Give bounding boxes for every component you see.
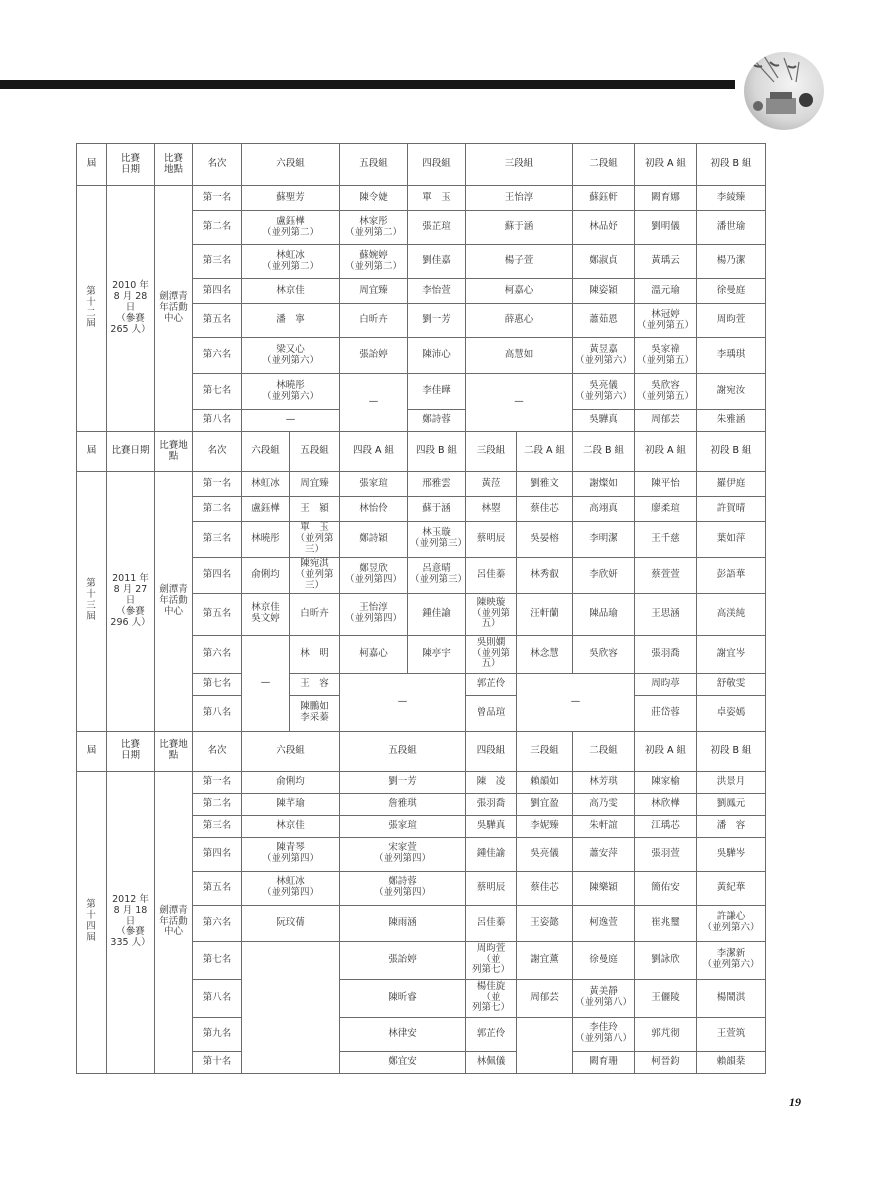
rank-cell: 第三名 [193, 245, 242, 279]
table-row [77, 771, 766, 793]
cell-1dan-a: 吳欣容 （並列第五） [635, 374, 697, 410]
header-cell: 名次 [193, 432, 242, 472]
cell-1dan-b: 高渼純 [697, 593, 766, 635]
rank-cell: 第一名 [193, 472, 242, 497]
cell-5dan: 張詒婷 [340, 338, 408, 374]
cell-1dan-a: 王思涵 [635, 593, 697, 635]
cell-6dan: 阮玟蒨 [242, 905, 340, 941]
cell-5dan: 王 潁 [290, 497, 340, 522]
results-table [76, 143, 766, 1074]
cell-1dan-b: 潘世瑜 [697, 211, 766, 245]
cell-1dan-a: 劉詠欣 [635, 941, 697, 979]
cell-4dan: 劉佳嘉 [408, 245, 466, 279]
cell-4dan-a: 鄭昱欣 （並列第四） [340, 557, 408, 593]
cell-3dan: 曾品瑄 [466, 695, 517, 731]
cell-4dan-b: 林玉璇 （並列第三） [408, 522, 466, 558]
cell-3dan: 林曌 [466, 497, 517, 522]
cell-1dan-b: 葉如萍 [697, 522, 766, 558]
rank-cell: 第二名 [193, 211, 242, 245]
cell-5dan: 王 容 [290, 673, 340, 695]
cell-4dan-b: 蘇于涵 [408, 497, 466, 522]
cell-6dan: 陳芊瑜 [242, 793, 340, 815]
table-row [77, 186, 766, 211]
table-row [77, 472, 766, 497]
cell-2dan: 柯逸萱 [573, 905, 635, 941]
cell-2dan: 蕭茹恩 [573, 304, 635, 338]
header-cell: 比賽 日期 [107, 144, 155, 186]
cell-1dan-b: 李綾臻 [697, 186, 766, 211]
header-cell: 四段 B 組 [408, 432, 466, 472]
header-cell: 名次 [193, 731, 242, 771]
cell-1dan-b: 朱雅涵 [697, 410, 766, 432]
rank-cell: 第三名 [193, 522, 242, 558]
cell-2dan: 蕭安萍 [573, 837, 635, 871]
cell-1dan-a: 崔兆璽 [635, 905, 697, 941]
cell-2dan: 林芳琪 [573, 771, 635, 793]
cell-2dan: 吳亮儀 （並列第六） [573, 374, 635, 410]
cell-1dan-b: 許賀晴 [697, 497, 766, 522]
cell-5dan: 鄭詩蓉 （並列第四） [340, 871, 466, 905]
header-cell: 三段組 [466, 432, 517, 472]
cell-4dan-a: 柯嘉心 [340, 635, 408, 673]
cell-6dan: 潘 寧 [242, 304, 340, 338]
header-cell: 二段組 [573, 144, 635, 186]
cell-1dan-b: 周昀萱 [697, 304, 766, 338]
rank-cell: 第四名 [193, 557, 242, 593]
cell-1dan-a: 張羽喬 [635, 635, 697, 673]
cell-6dan: 陳青琴 （並列第四） [242, 837, 340, 871]
cell-4dan-b: 鍾佳諭 [408, 593, 466, 635]
header-cell: 初段 B 組 [697, 432, 766, 472]
cell-2dan: 黃昱嘉 （並列第六） [573, 338, 635, 374]
header-cell: 三段組 [466, 144, 573, 186]
header-cell: 屆 [77, 731, 107, 771]
cell-6dan: 俞俐均 [242, 771, 340, 793]
cell-4dan-a: 王怡淳 （並列第四） [340, 593, 408, 635]
date-cell: 2010 年 8 月 28 日 （參賽 265 人） [107, 186, 155, 432]
cell-1dan-b: 謝宛汝 [697, 374, 766, 410]
cell-6dan: — [242, 635, 290, 731]
cell-1dan-a: 柯晉鈞 [635, 1051, 697, 1073]
cell-1dan-b: 潘 容 [697, 815, 766, 837]
header-cell: 初段 A 組 [635, 731, 697, 771]
cell-5dan: 張詒婷 [340, 941, 466, 979]
cell-3dan: 吳則嫻 （並列第五） [466, 635, 517, 673]
edition-cell: 第 十 四 屆 [77, 771, 107, 1073]
cell-5dan: 林律安 [340, 1017, 466, 1051]
header-cell: 初段 A 組 [635, 144, 697, 186]
cell-3dan: 黃𦲷 [466, 472, 517, 497]
cell-6dan: 梁又心 （並列第六） [242, 338, 340, 374]
cell-3dan: 柯嘉心 [466, 279, 573, 304]
cell-4dan: 林佩儀 [466, 1051, 517, 1073]
cell-2dan-b: 陳品瑜 [573, 593, 635, 635]
cell-6dan: 林虹冰 （並列第二） [242, 245, 340, 279]
cell-1dan-a: 溫元瑜 [635, 279, 697, 304]
cell-6dan: — [242, 410, 340, 432]
cell-5dan: 白昕卉 [340, 304, 408, 338]
cell-3dan: 謝宜薰 [517, 941, 573, 979]
cell-2dan: — [517, 673, 635, 731]
cell-5dan: 宋家萱 （並列第四） [340, 837, 466, 871]
cell-3dan: 蘇于涵 [466, 211, 573, 245]
cell-5dan: 鄭宜安 [340, 1051, 466, 1073]
header-cell: 五段組 [340, 144, 408, 186]
cell-4dan-a: 張家瑄 [340, 472, 408, 497]
cell-2dan: 高乃雯 [573, 793, 635, 815]
cell-1dan-a: 吳家禕 （並列第五） [635, 338, 697, 374]
cell-4dan: 張羽喬 [466, 793, 517, 815]
cell-5dan: 周宜臻 [340, 279, 408, 304]
cell-5dan: 陳宛淇 （並列第三） [290, 557, 340, 593]
cell-2dan-a: 吳晏榕 [517, 522, 573, 558]
empty-cell [517, 1017, 573, 1073]
header-row [77, 432, 766, 472]
cell-1dan-a: 莊岱蓉 [635, 695, 697, 731]
rank-cell: 第八名 [193, 410, 242, 432]
cell-2dan: 蘇鈺軒 [573, 186, 635, 211]
cell-1dan-a: 周昀葶 [635, 673, 697, 695]
date-cell: 2011 年 8 月 27 日 （參賽 296 人） [107, 472, 155, 732]
cell-1dan-b: 吳驊岑 [697, 837, 766, 871]
cell-4dan: — [340, 673, 466, 731]
rank-cell: 第一名 [193, 186, 242, 211]
cell-1dan-b: 楊乃潔 [697, 245, 766, 279]
cell-3dan: 薛惠心 [466, 304, 573, 338]
cell-5dan: 林 明 [290, 635, 340, 673]
cell-4dan: 單 玉 [408, 186, 466, 211]
cell-2dan: 徐曼庭 [573, 941, 635, 979]
rank-cell: 第四名 [193, 837, 242, 871]
header-cell: 二段 A 組 [517, 432, 573, 472]
cell-1dan-b: 劉鳳元 [697, 793, 766, 815]
rank-cell: 第四名 [193, 279, 242, 304]
cell-2dan-a: 林念慧 [517, 635, 573, 673]
cell-5dan: 單 玉 （並列第三） [290, 522, 340, 558]
header-cell: 四段組 [466, 731, 517, 771]
cell-5dan: 蘇婉婷 （並列第二） [340, 245, 408, 279]
rank-cell: 第九名 [193, 1017, 242, 1051]
cell-4dan: 張芷瑄 [408, 211, 466, 245]
cell-6dan: 林京佳 吳文婷 [242, 593, 290, 635]
cell-6dan: 盧鈺樺 （並列第二） [242, 211, 340, 245]
header-cell: 初段 B 組 [697, 731, 766, 771]
cell-4dan: 吳驊真 [466, 815, 517, 837]
header-rule [0, 80, 735, 89]
cell-4dan: 鄭詩蓉 [408, 410, 466, 432]
cell-5dan: 劉一芳 [340, 771, 466, 793]
cell-1dan-a: 郭芃彻 [635, 1017, 697, 1051]
cell-5dan: 林家彤 （並列第二） [340, 211, 408, 245]
cell-5dan: 陳昕睿 [340, 979, 466, 1017]
header-cell: 四段 A 組 [340, 432, 408, 472]
cell-1dan-a: 江瑀芯 [635, 815, 697, 837]
cell-2dan: 黃美靜 （並列第八） [573, 979, 635, 1017]
cell-6dan: 林曉彤 （並列第六） [242, 374, 340, 410]
go-board-illustration [744, 52, 824, 130]
cell-4dan: 李怡萱 [408, 279, 466, 304]
header-cell: 五段組 [340, 731, 466, 771]
cell-3dan: 楊子萱 [466, 245, 573, 279]
header-cell: 四段組 [408, 144, 466, 186]
cell-1dan-a: 張羽萱 [635, 837, 697, 871]
cell-3dan: 李妮臻 [517, 815, 573, 837]
cell-1dan-b: 李潔新 （並列第六） [697, 941, 766, 979]
cell-4dan: 郭芷伶 [466, 1017, 517, 1051]
cell-1dan-b: 洪景月 [697, 771, 766, 793]
cell-5dan: 白昕卉 [290, 593, 340, 635]
cell-3dan: 郭芷伶 [466, 673, 517, 695]
cell-2dan-a: 劉雅文 [517, 472, 573, 497]
header-cell: 比賽地 點 [155, 432, 193, 472]
cell-1dan-a: 劉明儀 [635, 211, 697, 245]
cell-1dan-a: 闕育娜 [635, 186, 697, 211]
rank-cell: 第三名 [193, 815, 242, 837]
empty-cell [242, 941, 340, 1073]
cell-2dan-a: 林秀叡 [517, 557, 573, 593]
rank-cell: 第二名 [193, 497, 242, 522]
cell-1dan-b: 黃紀華 [697, 871, 766, 905]
cell-4dan: 陳 凌 [466, 771, 517, 793]
cell-2dan: 闕育珊 [573, 1051, 635, 1073]
cell-4dan: 周昀萱（並 列第七） [466, 941, 517, 979]
rank-cell: 第五名 [193, 871, 242, 905]
cell-2dan: 陳姿穎 [573, 279, 635, 304]
cell-2dan-b: 謝燦如 [573, 472, 635, 497]
header-cell: 初段 B 組 [697, 144, 766, 186]
cell-2dan: 林品妤 [573, 211, 635, 245]
edition-cell: 第 十 三 屆 [77, 472, 107, 732]
header-cell: 二段組 [573, 731, 635, 771]
cell-1dan-b: 王萱筑 [697, 1017, 766, 1051]
cell-4dan-b: 陳亭宇 [408, 635, 466, 673]
cell-2dan-b: 李欣妍 [573, 557, 635, 593]
cell-6dan: 林京佳 [242, 279, 340, 304]
rank-cell: 第六名 [193, 905, 242, 941]
cell-4dan-a: 鄭詩穎 [340, 522, 408, 558]
rank-cell: 第十名 [193, 1051, 242, 1073]
venue-cell: 劍潭青 年活動 中心 [155, 186, 193, 432]
cell-6dan: 林虹冰 [242, 472, 290, 497]
header-cell: 屆 [77, 432, 107, 472]
cell-1dan-a: 周郁芸 [635, 410, 697, 432]
cell-4dan-b: 呂意晴 （並列第三） [408, 557, 466, 593]
header-cell: 名次 [193, 144, 242, 186]
header-cell: 比賽地 點 [155, 731, 193, 771]
cell-4dan: 鍾佳諭 [466, 837, 517, 871]
rank-cell: 第八名 [193, 979, 242, 1017]
header-cell: 屆 [77, 144, 107, 186]
cell-1dan-a: 陳平怡 [635, 472, 697, 497]
cell-1dan-a: 廖柔瑄 [635, 497, 697, 522]
cell-3dan: 賴韻如 [517, 771, 573, 793]
cell-3dan: 蔡佳芯 [517, 871, 573, 905]
rank-cell: 第一名 [193, 771, 242, 793]
cell-4dan: 李佳曄 [408, 374, 466, 410]
cell-3dan: — [466, 374, 573, 432]
cell-2dan: 鄭淑貞 [573, 245, 635, 279]
rank-cell: 第八名 [193, 695, 242, 731]
cell-6dan: 林京佳 [242, 815, 340, 837]
cell-6dan: 林虹冰 （並列第四） [242, 871, 340, 905]
cell-4dan: 蔡明辰 [466, 871, 517, 905]
header-cell: 六段組 [242, 144, 340, 186]
cell-5dan: 詹雅琪 [340, 793, 466, 815]
rank-cell: 第七名 [193, 941, 242, 979]
venue-cell: 劍潭青 年活動 中心 [155, 771, 193, 1073]
cell-1dan-a: 簡佑安 [635, 871, 697, 905]
cell-4dan: 呂佳蓁 [466, 905, 517, 941]
rank-cell: 第六名 [193, 635, 242, 673]
cell-1dan-b: 舒敬雯 [697, 673, 766, 695]
header-cell: 比賽日期 [107, 432, 155, 472]
cell-2dan: 陳樂穎 [573, 871, 635, 905]
cell-4dan: 陳沛心 [408, 338, 466, 374]
cell-3dan: 陳映璇 （並列第五） [466, 593, 517, 635]
cell-1dan-b: 楊鬧淇 [697, 979, 766, 1017]
cell-1dan-b: 許謙心 （並列第六） [697, 905, 766, 941]
cell-2dan: 李佳玲 （並列第八） [573, 1017, 635, 1051]
header-cell: 初段 A 組 [635, 432, 697, 472]
header-row [77, 144, 766, 186]
cell-1dan-b: 彭語華 [697, 557, 766, 593]
cell-5dan: 周宜臻 [290, 472, 340, 497]
cell-1dan-a: 王儷陵 [635, 979, 697, 1017]
cell-3dan: 周郁芸 [517, 979, 573, 1017]
rank-cell: 第五名 [193, 593, 242, 635]
header-cell: 六段組 [242, 432, 290, 472]
cell-6dan: 蘇聖芳 [242, 186, 340, 211]
cell-5dan: 陳雨涵 [340, 905, 466, 941]
cell-4dan: 劉一芳 [408, 304, 466, 338]
cell-3dan: 劉宜盈 [517, 793, 573, 815]
cell-1dan-b: 李瑀琪 [697, 338, 766, 374]
rank-cell: 第六名 [193, 338, 242, 374]
venue-cell: 劍潭青 年活動 中心 [155, 472, 193, 732]
cell-1dan-a: 王千慈 [635, 522, 697, 558]
cell-2dan-b: 高翊真 [573, 497, 635, 522]
cell-2dan-b: 吳欣容 [573, 635, 635, 673]
cell-3dan: 蔡明辰 [466, 522, 517, 558]
header-cell: 比賽 地點 [155, 144, 193, 186]
cell-5dan: — [340, 374, 408, 432]
cell-5dan: 陳鵬如 李采蓁 [290, 695, 340, 731]
cell-2dan-a: 汪軒蘭 [517, 593, 573, 635]
header-cell: 比賽 日期 [107, 731, 155, 771]
cell-2dan-a: 蔡佳芯 [517, 497, 573, 522]
cell-3dan: 高慧如 [466, 338, 573, 374]
cell-1dan-a: 林冠婷 （並列第五） [635, 304, 697, 338]
cell-4dan: 楊佳旋（並 列第七） [466, 979, 517, 1017]
cell-3dan: 呂佳蓁 [466, 557, 517, 593]
page-number: 19 [789, 1095, 801, 1109]
cell-5dan: 張家瑄 [340, 815, 466, 837]
cell-1dan-b: 卓姿嫣 [697, 695, 766, 731]
header-row [77, 731, 766, 771]
cell-3dan: 王怡淳 [466, 186, 573, 211]
cell-1dan-b: 羅伊庭 [697, 472, 766, 497]
cell-3dan: 吳亮儀 [517, 837, 573, 871]
date-cell: 2012 年 8 月 18 日 （參賽 335 人） [107, 771, 155, 1073]
cell-1dan-a: 黃瑀云 [635, 245, 697, 279]
cell-2dan-b: 李明潔 [573, 522, 635, 558]
rank-cell: 第二名 [193, 793, 242, 815]
header-cell: 二段 B 組 [573, 432, 635, 472]
ink-painting-icon [744, 52, 824, 130]
edition-cell: 第 十 二 屆 [77, 186, 107, 432]
cell-3dan: 王姿懿 [517, 905, 573, 941]
cell-5dan: 陳令婕 [340, 186, 408, 211]
cell-4dan-b: 邢雅雲 [408, 472, 466, 497]
rank-cell: 第五名 [193, 304, 242, 338]
header-cell: 六段組 [242, 731, 340, 771]
cell-6dan: 盧鈺樺 [242, 497, 290, 522]
cell-1dan-a: 陳家榆 [635, 771, 697, 793]
cell-1dan-b: 徐曼庭 [697, 279, 766, 304]
rank-cell: 第七名 [193, 673, 242, 695]
cell-6dan: 俞俐均 [242, 557, 290, 593]
rank-cell: 第七名 [193, 374, 242, 410]
cell-4dan-a: 林怡伶 [340, 497, 408, 522]
header-cell: 三段組 [517, 731, 573, 771]
header-cell: 五段組 [290, 432, 340, 472]
cell-1dan-b: 謝宜岑 [697, 635, 766, 673]
cell-6dan: 林曉彤 [242, 522, 290, 558]
cell-1dan-a: 蔡萱萱 [635, 557, 697, 593]
cell-1dan-b: 賴韻棻 [697, 1051, 766, 1073]
cell-2dan: 吳驊真 [573, 410, 635, 432]
cell-2dan: 朱軒誼 [573, 815, 635, 837]
cell-1dan-a: 林欣樺 [635, 793, 697, 815]
